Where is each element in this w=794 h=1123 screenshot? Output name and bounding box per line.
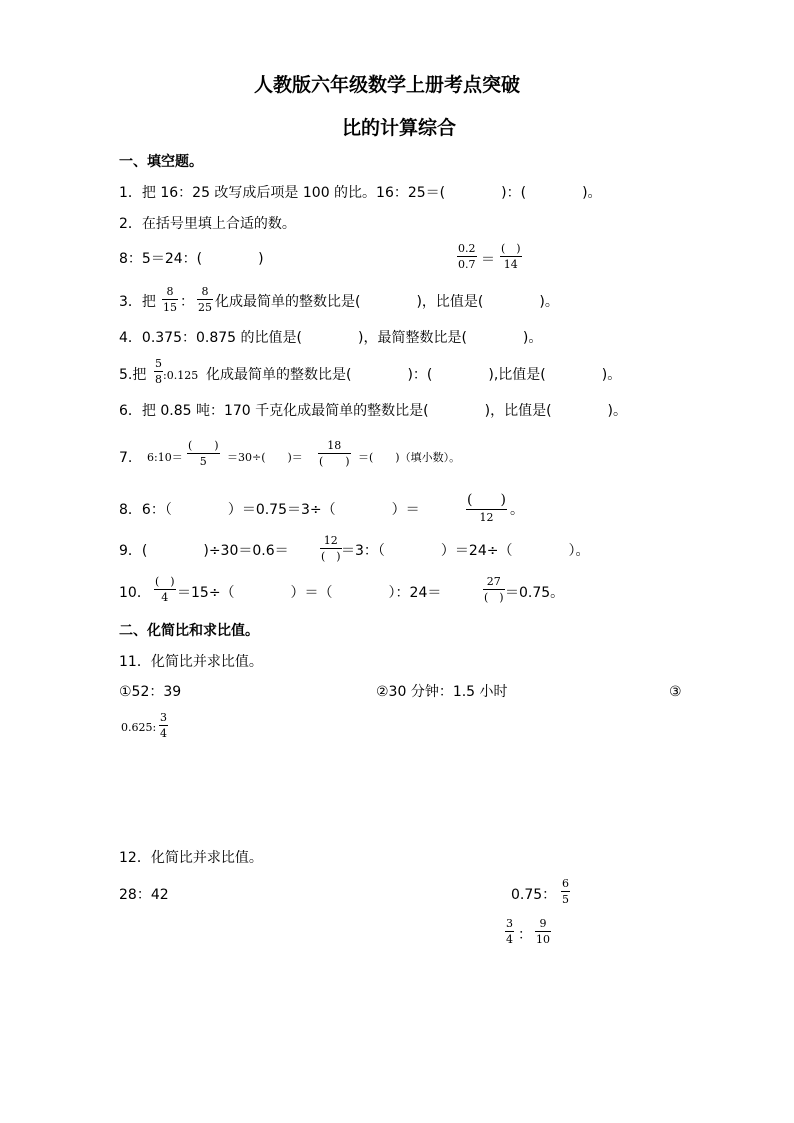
q11-item-3-prefix: 0.625: [121,721,157,734]
q8-end: 。 [510,502,524,518]
q12-item-3-colon: ： [518,927,532,943]
question-5-prefix: 5.把 [119,367,147,383]
question-11: 11．化简比并求比值。 [119,654,263,670]
q5-ratio-part: :0.125 [163,369,199,382]
q3-fraction-1: 8 15 [163,285,177,314]
question-12: 12．化简比并求比值。 [119,850,263,866]
q9-fraction: 12 ( ) [321,534,341,563]
question-11-item-2: ②30 分钟：1.5 小时 [376,684,508,700]
question-10-text: ＝15÷（ ）＝（ ）：24＝ [177,585,442,601]
q2b-fraction-right: ( ) 14 [501,242,521,271]
question-5-text: 化成最简单的整数比是( )：( ),比值是( )。 [206,367,622,383]
question-9-text: 9．( )÷30＝0.6＝ [119,543,289,559]
q10-fraction-1: ( ) 4 [155,575,175,604]
q7-fraction-1: ( ) 5 [188,439,219,468]
question-1: 1．把 16：25 改写成后项是 100 的比。16：25＝( )：( )。 [119,185,602,201]
question-2a: 8：5＝24：( ) [119,251,264,267]
page-title: 人教版六年级数学上册考点突破 [254,74,521,96]
q3-colon: ： [180,294,194,310]
question-3-prefix: 3．把 [119,294,156,310]
q12-item-3-fraction-1: 3 4 [506,917,513,946]
q8-fraction: ( ) 12 [467,492,506,524]
q7-fraction-2: 18 ( ) [319,439,350,468]
question-12-item-1: 28：42 [119,887,169,903]
q2b-fraction-left: 0.2 0.7 [458,242,476,271]
question-9-rest: ＝3：（ ）＝24÷（ ）。 [341,543,590,559]
question-12-item-2-prefix: 0.75： [511,887,557,903]
q7-part-a: 6:10＝ [147,451,183,464]
q12-item-3-fraction-2: 9 10 [536,917,550,946]
section-heading-fill-blanks: 一、填空题。 [119,154,203,170]
question-6: 6．把 0.85 吨：170 千克化成最简单的整数比是( )，比值是( )。 [119,403,627,419]
q5-fraction: 5 8 [155,357,162,386]
question-8-text: 8．6：（ ）＝0.75＝3÷（ ）＝ [119,502,420,518]
question-3-text: 化成最简单的整数比是( )，比值是( )。 [215,294,559,310]
question-7-number: 7. [119,450,133,466]
q2b-equals: ＝ [481,252,495,268]
question-11-item-3-marker: ③ [669,684,682,700]
question-10-number: 10． [119,585,151,601]
q7-part-b: ＝30÷( )＝ [227,451,303,464]
question-4: 4．0.375：0.875 的比值是( )，最简整数比是( )。 [119,330,543,346]
question-10-end: ＝0.75。 [505,585,565,601]
q7-part-c: ＝( )（填小数）。 [358,451,461,464]
question-2: 2．在括号里填上合适的数。 [119,216,296,232]
page-subtitle: 比的计算综合 [342,117,457,139]
q11-item-3-fraction: 3 4 [160,711,167,740]
q3-fraction-2: 8 25 [198,285,212,314]
section-heading-simplify: 二、化简比和求比值。 [119,623,259,639]
question-11-item-1: ①52：39 [119,684,182,700]
q10-fraction-2: 27 ( ) [484,575,504,604]
q12-item-2-fraction: 6 5 [562,877,569,906]
